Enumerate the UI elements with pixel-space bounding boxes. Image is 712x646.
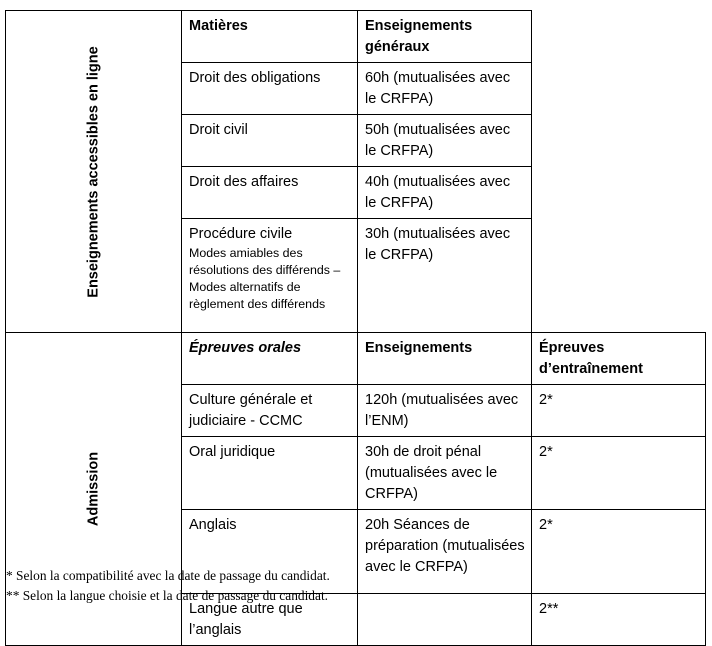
footnote: * Selon la compatibilité avec la date de passage du candidat. — [6, 568, 330, 583]
exam-cell: Culture générale et judiciaire - CCMC — [182, 385, 358, 437]
subject-title: Procédure civile — [189, 226, 293, 242]
online-section-label: Enseignements accessibles en ligne — [85, 45, 101, 298]
hours-cell: 40h (mutualisées avec le CRFPA) — [358, 167, 532, 219]
general-teaching-header: Enseignements généraux — [358, 11, 532, 63]
hours-cell: 30h (mutualisées avec le CRFPA) — [358, 219, 532, 333]
subjects-header: Matières — [182, 11, 358, 63]
subject-cell: Droit civil — [182, 115, 358, 167]
training-cell: 2* — [532, 437, 706, 510]
online-section-cell — [6, 11, 182, 333]
oral-exams-header: Épreuves orales — [182, 333, 358, 385]
footnote: ** Selon la langue choisie et la date de passage du candidat. — [6, 587, 329, 603]
empty-cell — [532, 11, 706, 333]
teaching-cell — [358, 594, 532, 646]
teaching-cell: 20h Séances de préparation (mutualisées avec le CRFPA) — [358, 510, 532, 594]
training-cell: 2* — [532, 510, 706, 594]
hours-cell: 60h (mutualisées avec le CRFPA) — [358, 63, 532, 115]
admission-section-label: Admission — [85, 451, 101, 527]
subject-subnote: Modes amiables des résolutions des différends – Modes alternatifs de règlement des différends — [189, 246, 341, 311]
online-header-row — [6, 11, 706, 63]
exam-cell: Langue autre que l’anglais — [182, 594, 358, 646]
footnotes — [6, 566, 330, 605]
exam-cell: Anglais — [182, 510, 358, 594]
teaching-header: Enseignements — [358, 333, 532, 385]
subject-cell: Droit des obligations — [182, 63, 358, 115]
training-cell: 2* — [532, 385, 706, 437]
teaching-cell: 120h (mutualisées avec l’ENM) — [358, 385, 532, 437]
training-cell: 2** — [532, 594, 706, 646]
subject-cell — [182, 219, 358, 333]
curriculum-table — [5, 10, 706, 646]
admission-header-row — [6, 333, 706, 385]
teaching-cell: 30h de droit pénal (mutualisées avec le CRFPA) — [358, 437, 532, 510]
subject-cell: Droit des affaires — [182, 167, 358, 219]
exam-cell: Oral juridique — [182, 437, 358, 510]
training-header: Épreuves d’entraînement — [532, 333, 706, 385]
hours-cell: 50h (mutualisées avec le CRFPA) — [358, 115, 532, 167]
